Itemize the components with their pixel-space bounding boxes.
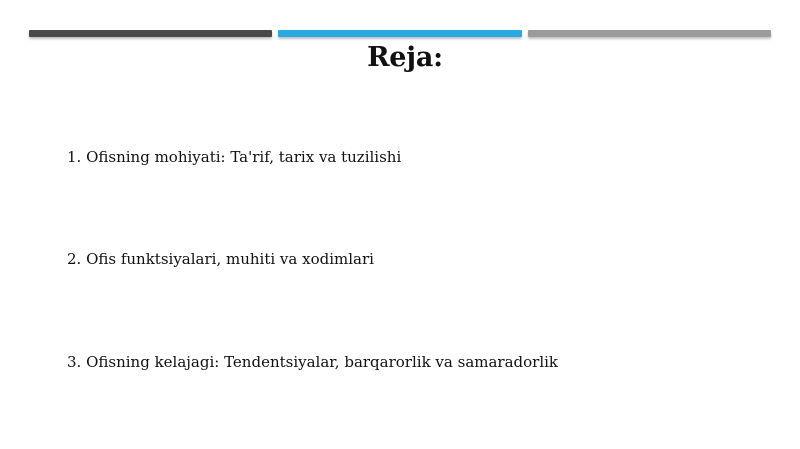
decor-bar-blue [278, 30, 522, 37]
plan-item-3: 3. Ofisning kelajagi: Tendentsiyalar, barqarorlik va samaradorlik [67, 353, 559, 371]
decor-bar-dark [29, 30, 272, 37]
slide-title: Reja: [367, 42, 443, 73]
plan-item-2: 2. Ofis funktsiyalari, muhiti va xodimlari [67, 250, 374, 268]
decor-bar-gray [528, 30, 771, 37]
plan-item-1: 1. Ofisning mohiyati: Ta'rif, tarix va tuzilishi [67, 148, 402, 166]
